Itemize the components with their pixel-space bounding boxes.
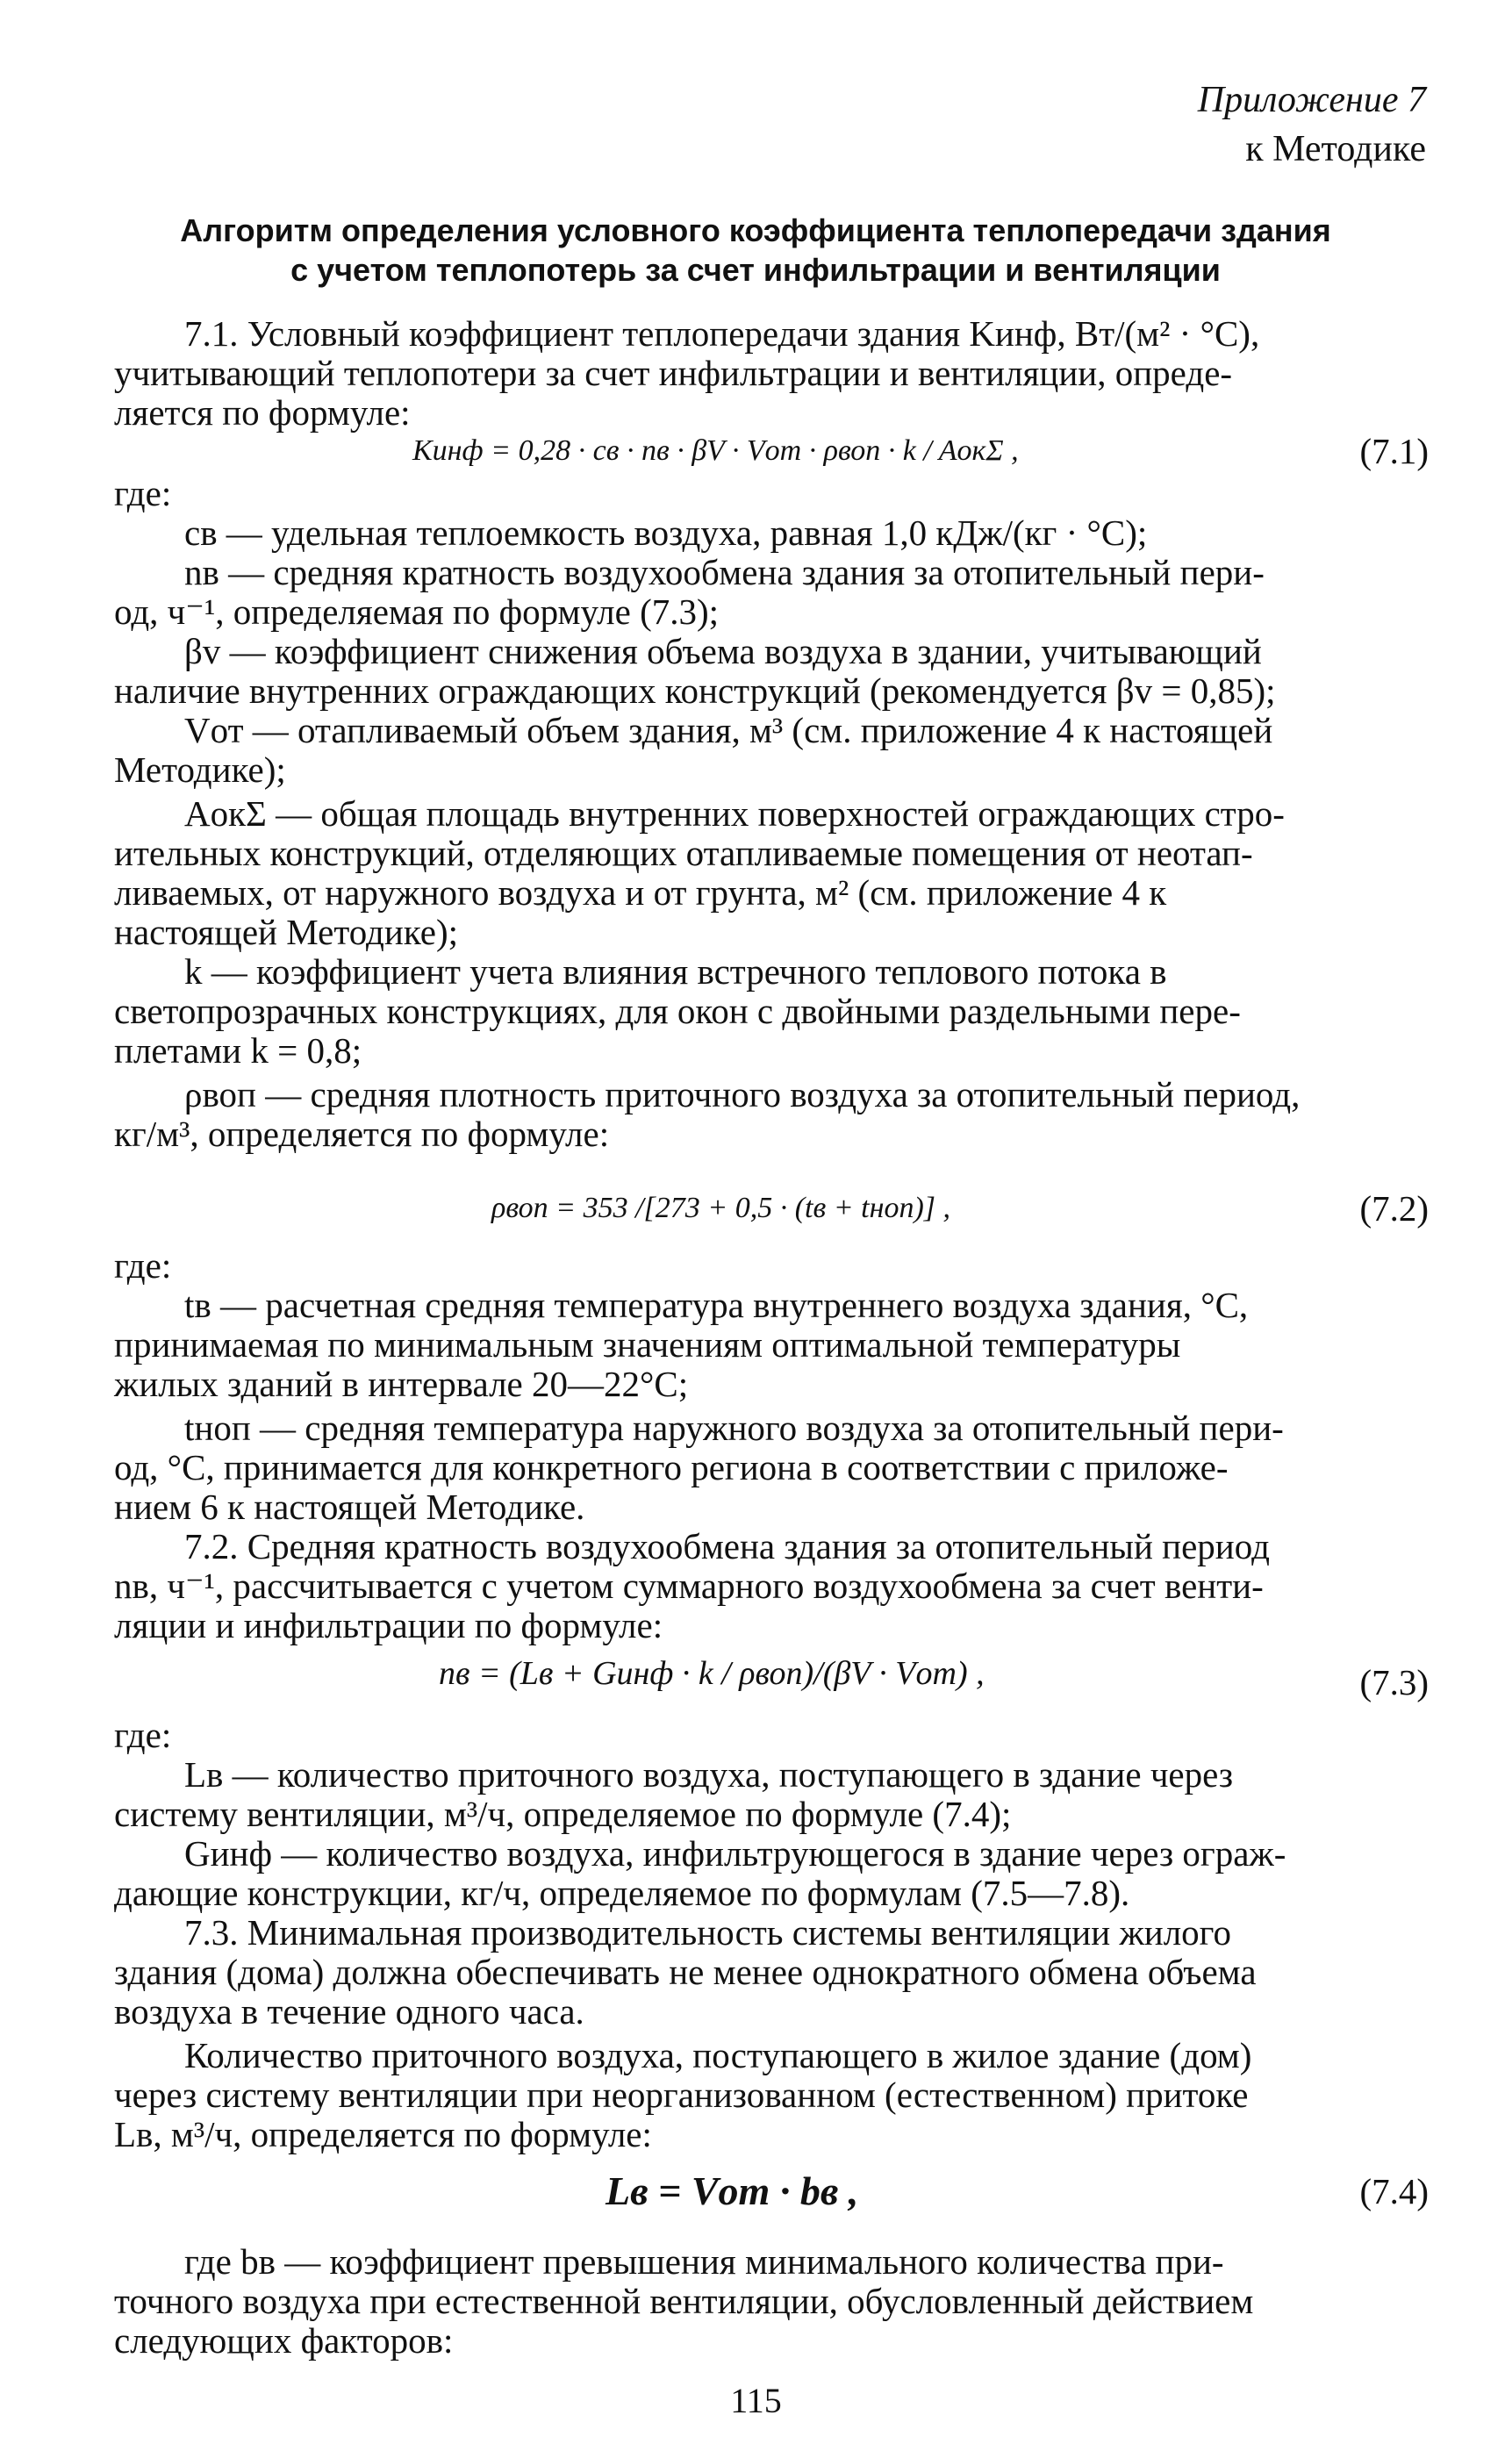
paragraph-line: 7.2. Средняя кратность воздухообмена здания за отопительный период: [184, 1526, 1270, 1566]
paragraph-line: учитывающий теплопотери за счет инфильтрации и вентиляции, опреде-: [114, 353, 1233, 393]
page-number: 115: [730, 2381, 782, 2420]
paragraph-line: ляции и инфильтрации по формуле:: [114, 1605, 663, 1645]
equation-number: (7.2): [1359, 1188, 1429, 1229]
definition-line: AокΣ — общая площадь внутренних поверхностей ограждающих стро-: [184, 793, 1285, 834]
definition-line: cв — удельная теплоемкость воздуха, равная 1,0 кДж/(кг · °С);: [184, 512, 1148, 553]
formula-7-4: Lв = Vот · bв ,: [606, 2168, 859, 2213]
definition-line: наличие внутренних ограждающих конструкций (рекомендуется βv = 0,85);: [114, 670, 1276, 711]
paragraph-line: Lв, м³/ч, определяется по формуле:: [114, 2114, 652, 2154]
paragraph-line: через систему вентиляции при неорганизованном (естественном) притоке: [114, 2075, 1249, 2115]
definition-line: принимаемая по минимальным значениям оптимальной температуры: [114, 1324, 1181, 1365]
definition-line: Gинф — количество воздуха, инфильтрующегося в здание через ограж-: [184, 1833, 1286, 1874]
definition-line: дающие конструкции, кг/ч, определяемое по формулам (7.5—7.8).: [114, 1873, 1130, 1913]
formula-7-2: ρвоп = 353 /[273 + 0,5 · (tв + tноп)] ,: [491, 1192, 951, 1224]
definition-line: ливаемых, от наружного воздуха и от грунта, м² (см. приложение 4 к: [114, 872, 1167, 913]
paragraph-line: следующих факторов:: [114, 2320, 454, 2361]
definition-line: од, ч⁻¹, определяемая по формуле (7.3);: [114, 591, 720, 632]
paragraph-line: 7.1. Условный коэффициент теплопередачи здания Kинф, Вт/(м² · °С),: [184, 313, 1260, 354]
paragraph-line: Количество приточного воздуха, поступающего в жилое здание (дом): [184, 2035, 1252, 2075]
definition-line: Методике);: [114, 749, 286, 790]
equation-number: (7.3): [1359, 1662, 1429, 1702]
definition-line: нием 6 к настоящей Методике.: [114, 1487, 585, 1527]
paragraph-line: 7.3. Минимальная производительность системы вентиляции жилого: [184, 1912, 1231, 1953]
equation-number: (7.1): [1359, 431, 1429, 471]
where-label: где:: [114, 1715, 172, 1755]
formula-7-3: nв = (Lв + Gинф · k / ρвоп)/(βV · Vот) ,: [439, 1655, 985, 1692]
document-title: [114, 211, 1397, 290]
appendix-label: Приложение 7: [1197, 80, 1426, 120]
paragraph-line: здания (дома) должна обеспечивать не менее однократного обмена объема: [114, 1952, 1257, 1992]
definition-line: ρвоп — средняя плотность приточного воздуха за отопительный период,: [184, 1074, 1301, 1114]
paragraph-line: воздуха в течение одного часа.: [114, 1991, 584, 2032]
formula-7-1: Kинф = 0,28 · cв · nв · βV · Vот · ρвоп · k / AокΣ ,: [412, 434, 1019, 467]
title-line-1: Алгоритм определения условного коэффициента теплопередачи здания: [180, 212, 1331, 248]
definition-line: tноп — средняя температура наружного воздуха за отопительный пери-: [184, 1408, 1284, 1448]
paragraph-line: ляется по формуле:: [114, 392, 411, 433]
paragraph-line: точного воздуха при естественной вентиляции, обусловленный действием: [114, 2281, 1254, 2321]
definition-line: светопрозрачных конструкциях, для окон с двойными раздельными пере-: [114, 991, 1241, 1031]
definition-line: tв — расчетная средняя температура внутреннего воздуха здания, °С,: [184, 1285, 1249, 1325]
definition-line: од, °С, принимается для конкретного региона в соответствии с приложе-: [114, 1447, 1229, 1487]
definition-line: Vот — отапливаемый объем здания, м³ (см. приложение 4 к настоящей: [184, 710, 1273, 750]
definition-line: кг/м³, определяется по формуле:: [114, 1114, 610, 1154]
where-label: где:: [114, 473, 172, 513]
appendix-ref: к Методике: [1245, 129, 1426, 169]
definition-line: k — коэффициент учета влияния встречного теплового потока в: [184, 951, 1167, 992]
title-line-2: с учетом теплопотерь за счет инфильтрации и вентиляции: [290, 252, 1221, 288]
paragraph-line: где bв — коэффициент превышения минимального количества при-: [184, 2241, 1224, 2282]
equation-number: (7.4): [1359, 2171, 1429, 2211]
definition-line: настоящей Методике);: [114, 912, 459, 952]
definition-line: ительных конструкций, отделяющих отапливаемые помещения от неотап-: [114, 833, 1253, 873]
paragraph-line: nв, ч⁻¹, рассчитывается с учетом суммарного воздухообмена за счет венти-: [114, 1566, 1264, 1606]
definition-line: nв — средняя кратность воздухообмена здания за отопительный пери-: [184, 552, 1265, 592]
definition-line: Lв — количество приточного воздуха, поступающего в здание через: [184, 1754, 1234, 1795]
definition-line: плетами k = 0,8;: [114, 1030, 362, 1071]
where-label: где:: [114, 1245, 172, 1286]
definition-line: систему вентиляции, м³/ч, определяемое по формуле (7.4);: [114, 1794, 1012, 1834]
definition-line: βv — коэффициент снижения объема воздуха в здании, учитывающий: [184, 631, 1262, 671]
definition-line: жилых зданий в интервале 20—22°С;: [114, 1364, 689, 1404]
